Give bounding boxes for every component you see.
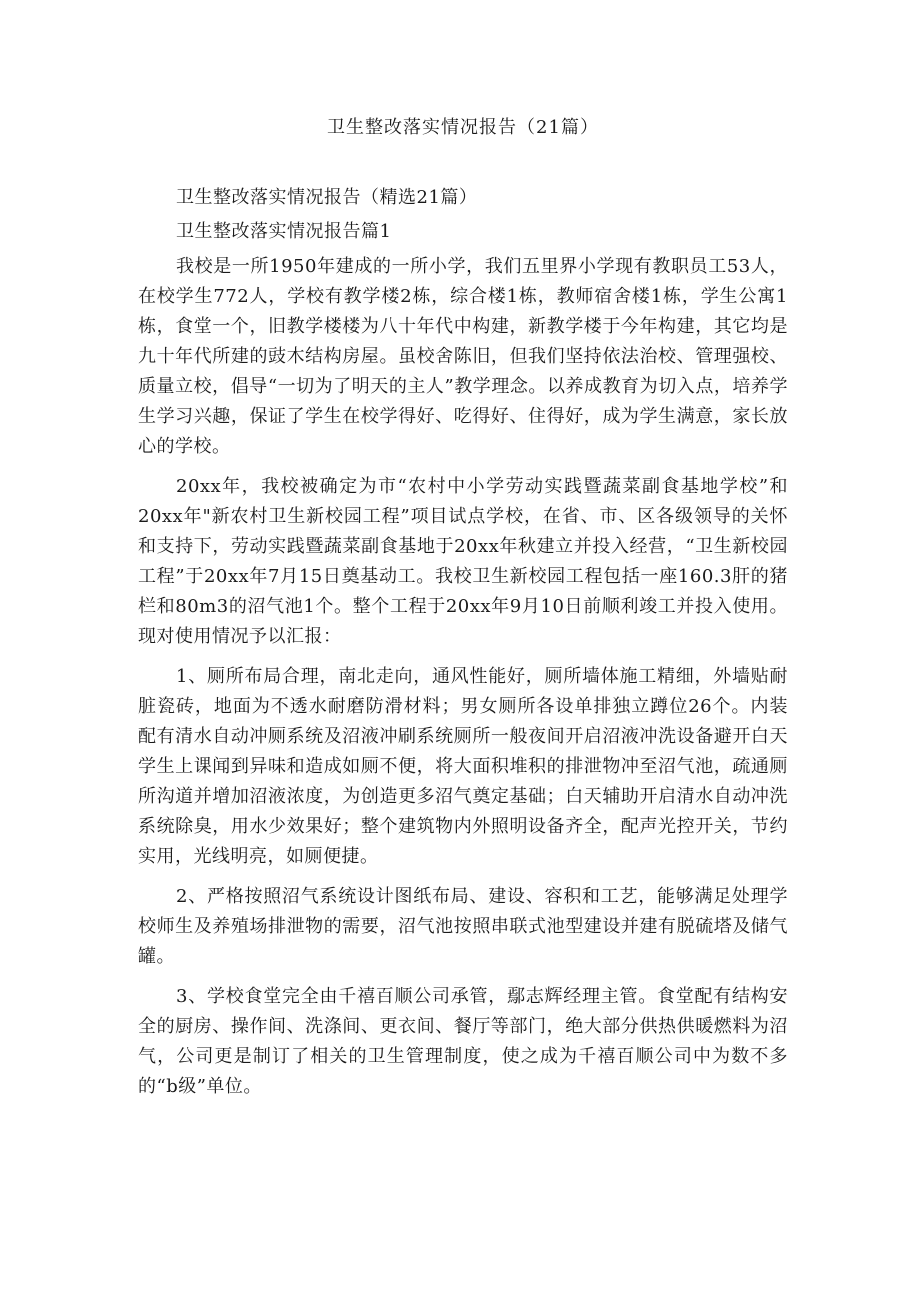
- section-heading: 卫生整改落实情况报告篇1: [176, 221, 392, 242]
- paragraph-project: 20xx年，我校被确定为市“农村中小学劳动实践暨蔬菜副食基地学校”和20xx年"新农村卫生新校园工程”项目试点学校，在省、市、区各级领导的关怀和支持下，劳动实践暨蔬菜副食基地于20xx年秋建立并投入经营，“卫生新校园工程”于20xx年7月15日奠基动工。我校卫生新校园工程包括一座160.3肝的猪栏和80m3的沼气池1个。整个工程于20xx年9月10日前顺利竣工并投入使用。现对使用情况予以汇报：: [138, 476, 788, 647]
- document-subtitle: 卫生整改落实情况报告（精选21篇）: [176, 187, 478, 208]
- paragraph-intro: 我校是一所1950年建成的一所小学，我们五里界小学现有教职员工53人，在校学生772人，学校有教学楼2栋，综合楼1栋，教师宿舍楼1栋，学生公寓1栋，食堂一个，旧教学楼楼为八十年代中构建，新教学楼于今年构建，其它均是九十年代所建的豉木结构房屋。虽校舍陈旧，但我们坚持依法治校、管理强校、质量立校，倡导“一切为了明天的主人”教学理念。以养成教育为切入点，培养学生学习兴趣，保证了学生在校学得好、吃得好、住得好，成为学生满意，家长放心的学校。: [138, 256, 788, 457]
- document-title: 卫生整改落实情况报告（21篇）: [327, 117, 599, 138]
- paragraph-item-2: 2、严格按照沼气系统设计图纸布局、建设、容积和工艺，能够满足处理学校师生及养殖场排泄物的需要，沼气池按照串联式池型建设并建有脱硫塔及储气罐。: [138, 886, 788, 967]
- paragraph-item-1: 1、厕所布局合理，南北走向，通风性能好，厕所墙体施工精细，外墙贴耐脏瓷砖，地面为不透水耐磨防滑材料；男女厕所各设单排独立蹲位26个。内装配有清水自动冲厕系统及沼液冲刷系统厕所一般夜间开启沼液冲洗设备避开白天学生上课闻到异味和造成如厕不便，将大面积堆积的排泄物冲至沼气池，疏通厕所沟道并增加沼液浓度，为创造更多沼气奠定基础；白天辅助开启清水自动冲洗系统除臭，用水少效果好；整个建筑物内外照明设备齐全，配声光控开关，节约实用，光线明亮，如厕便捷。: [138, 666, 788, 867]
- paragraph-item-3: 3、学校食堂完全由千禧百顺公司承管，鄢志辉经理主管。食堂配有结构安全的厨房、操作间、洗涤间、更衣间、餐厅等部门，绝大部分供热供暖燃料为沼气，公司更是制订了相关的卫生管理制度，使之成为千禧百顺公司中为数不多的“b级”单位。: [138, 986, 788, 1097]
